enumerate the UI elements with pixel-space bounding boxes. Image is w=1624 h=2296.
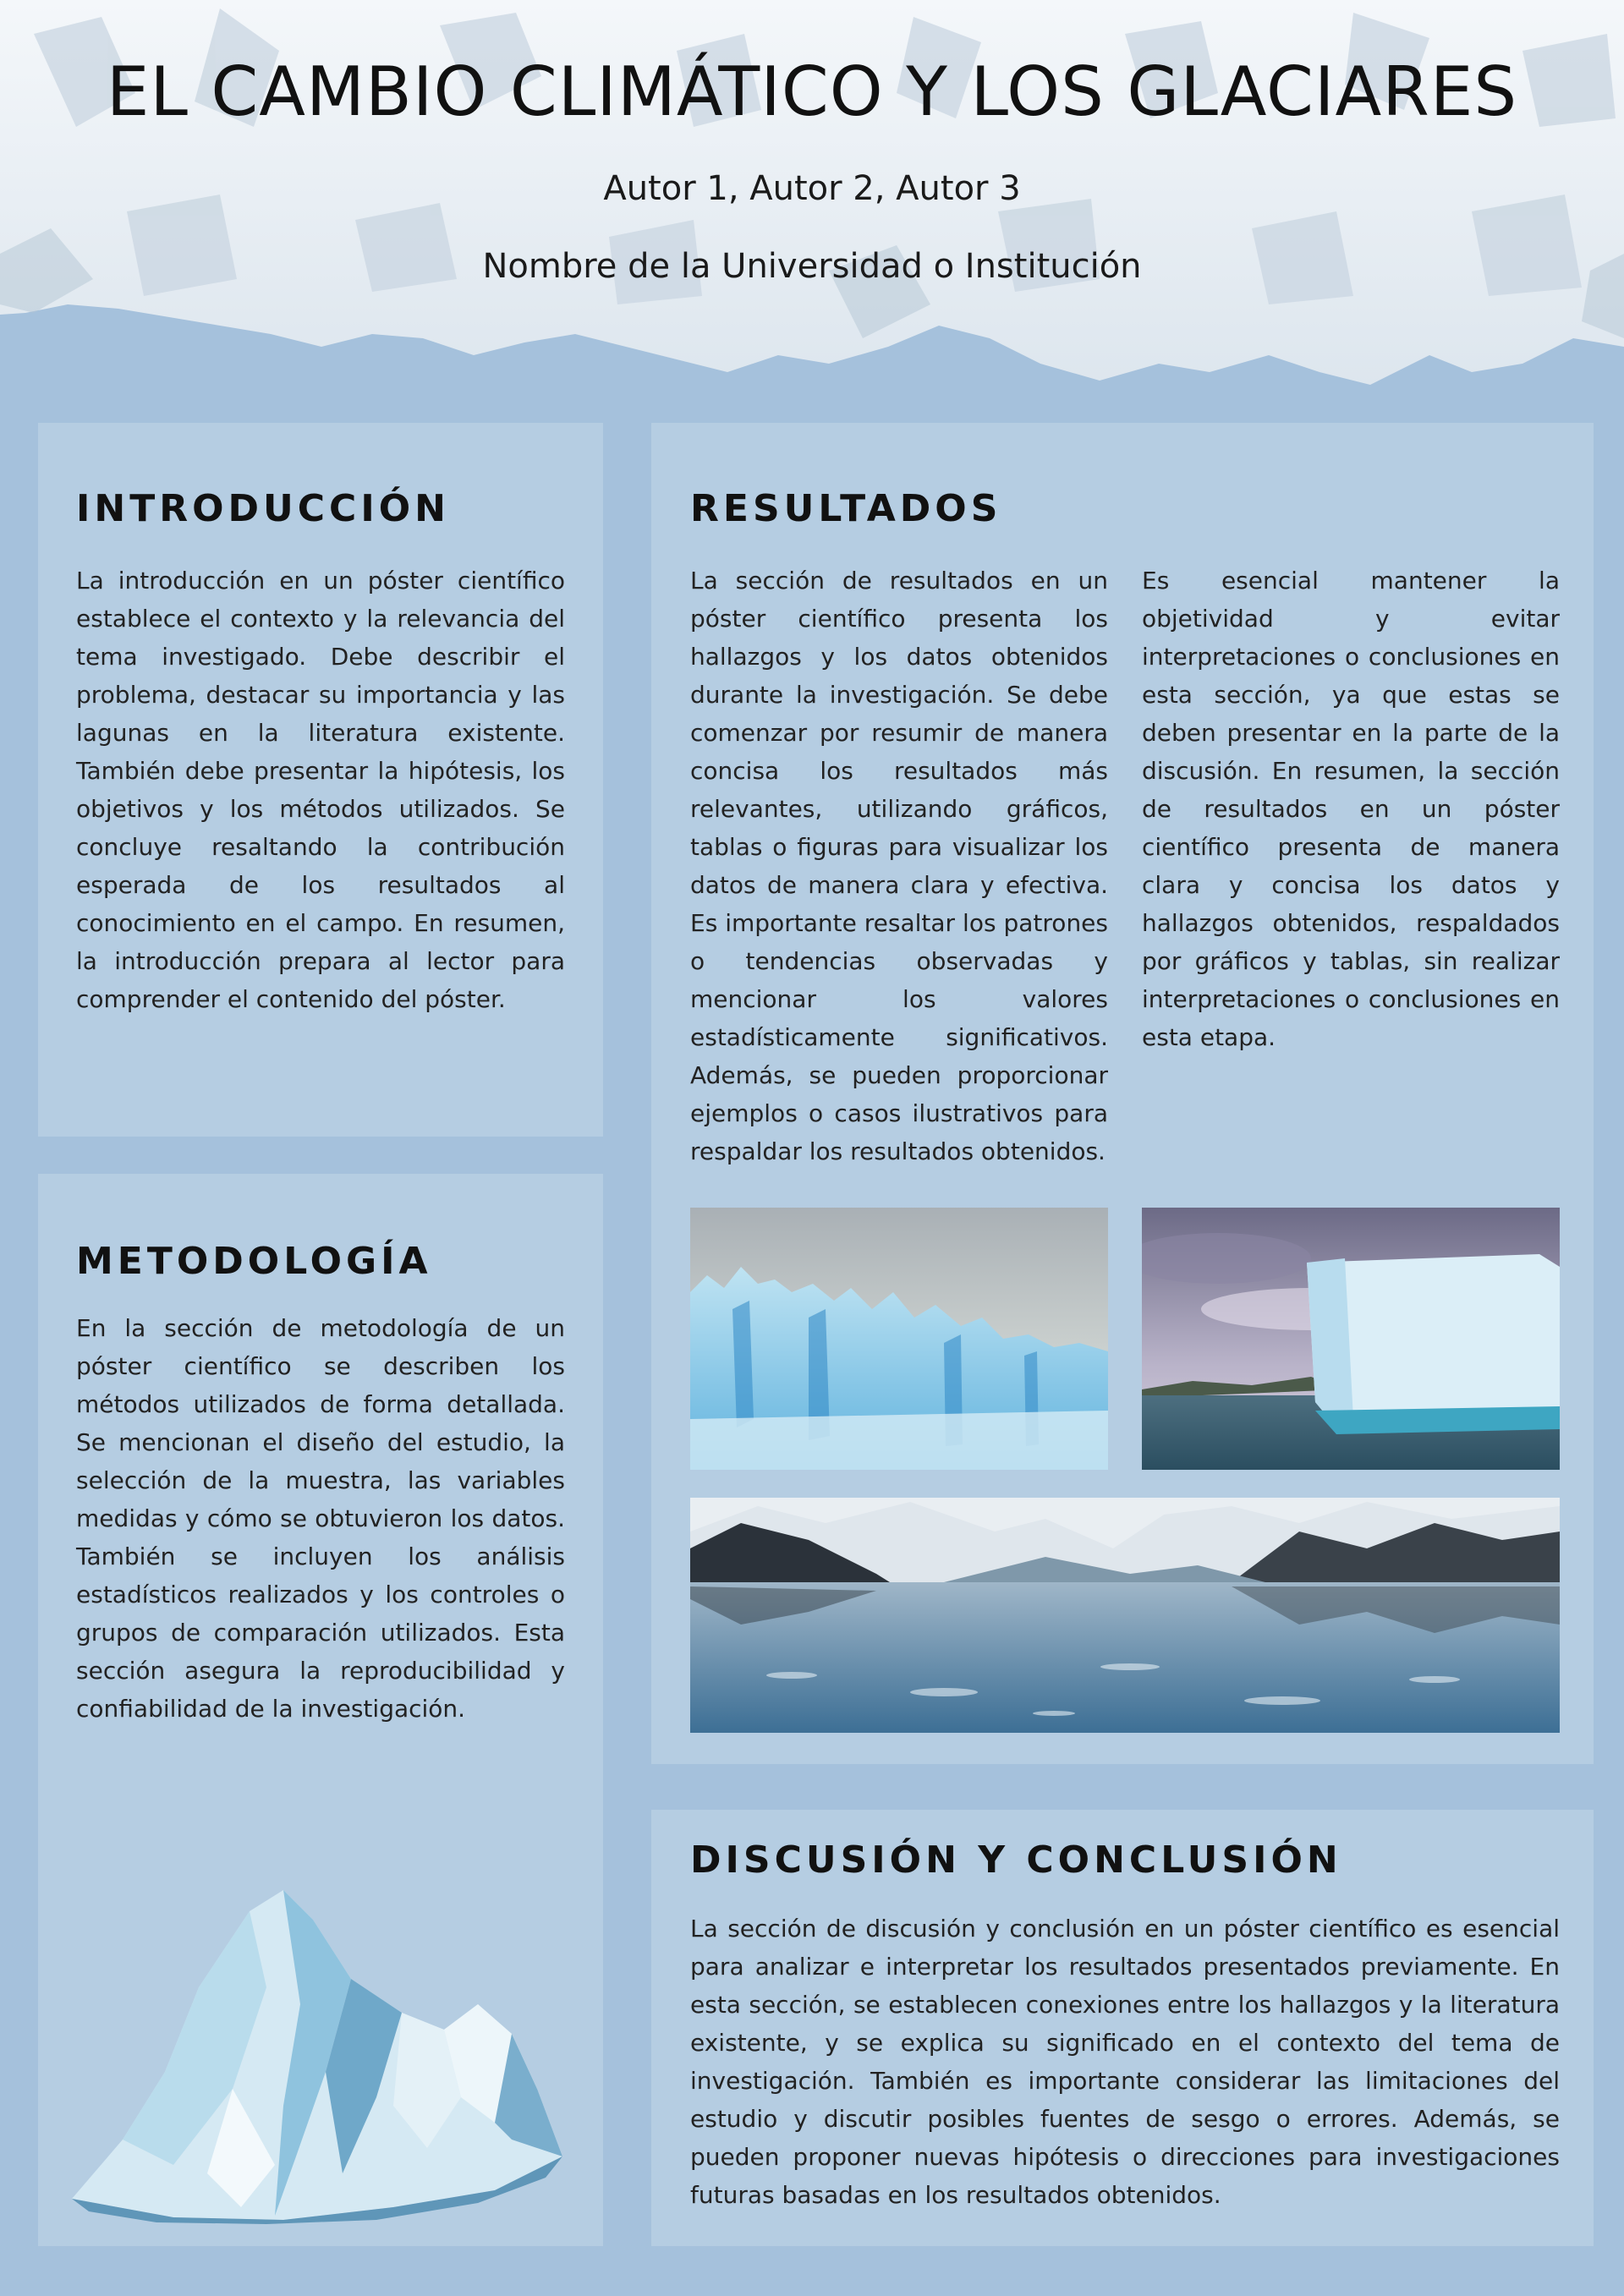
discusion-heading: DISCUSIÓN Y CONCLUSIÓN: [690, 1838, 1342, 1882]
fjord-photo: [690, 1498, 1560, 1733]
metodologia-heading: METODOLOGÍA: [76, 1240, 432, 1283]
introduccion-text: La introducción en un póster científico establece el contexto y la relevancia del tema investigado. Debe describir el problema, destacar su importancia y las lagunas en la literatura existente. También debe presentar la hipótesis, los objetivos y los métodos utilizados. Se concluye resaltando la contribución esperada de los resultados al conocimiento en el campo. En resumen, la introducción prepara al lector para comprender el contenido del póster.: [76, 567, 565, 1013]
iceberg-illustration: [72, 1886, 562, 2224]
discusion-text: La sección de discusión y conclusión en un póster científico es esencial para analizar e interpretar los resultados presentados previamente. En esta sección, se establecen conexiones entre los hallazgos y la literatura existente, y se explica su significado en el contexto del tema de investigación. También es importante considerar las limitaciones del estudio y discutir posibles fuentes de sesgo o errores. Además, se pueden proponer nuevas hipótesis o direcciones para investigaciones futuras basadas en los resultados obtenidos.: [690, 1915, 1560, 2209]
authors: Autor 1, Autor 2, Autor 3: [603, 169, 1021, 208]
institution: Nombre de la Universidad o Institución: [482, 247, 1142, 286]
introduccion-heading: INTRODUCCIÓN: [76, 487, 450, 530]
resultados-text-col1: La sección de resultados en un póster científico presenta los hallazgos y los datos obtenidos durante la investigación. Se debe comenzar por resumir de manera concisa los resultados más relevantes, utilizando gráficos, tablas o figuras para visualizar los datos de manera clara y efectiva. Es importante resaltar los patrones o tendencias observadas y mencionar los valores estadísticamente significativos. Además, se pueden proporcionar ejemplos o casos ilustrativos para respaldar los resultados obtenidos.: [690, 567, 1108, 1165]
poster-title: EL CAMBIO CLIMÁTICO Y LOS GLACIARES: [106, 52, 1518, 131]
glacier-photo: [690, 1208, 1108, 1470]
metodologia-text: En la sección de metodología de un póster científico se describen los métodos utilizados de forma detallada. Se mencionan el diseño del estudio, la selección de la muestra, las variables medidas y cómo se obtuvieron los datos. También se incluyen los análisis estadísticos realizados y los controles o grupos de comparación utilizados. Esta sección asegura la reproducibilidad y confiabilidad de la investigación.: [76, 1314, 565, 1723]
resultados-heading: RESULTADOS: [690, 487, 1002, 530]
iceberg-photo: [1142, 1208, 1560, 1470]
resultados-text-col2: Es esencial mantener la objetividad y evitar interpretaciones o conclusiones en esta sección, ya que estas se deben presentar en la parte de la discusión. En resumen, la sección de resultados en un póster científico presenta de manera clara y concisa los datos y hallazgos obtenidos, respaldados por gráficos y tablas, sin realizar interpretaciones o conclusiones en esta etapa.: [1142, 567, 1560, 1051]
